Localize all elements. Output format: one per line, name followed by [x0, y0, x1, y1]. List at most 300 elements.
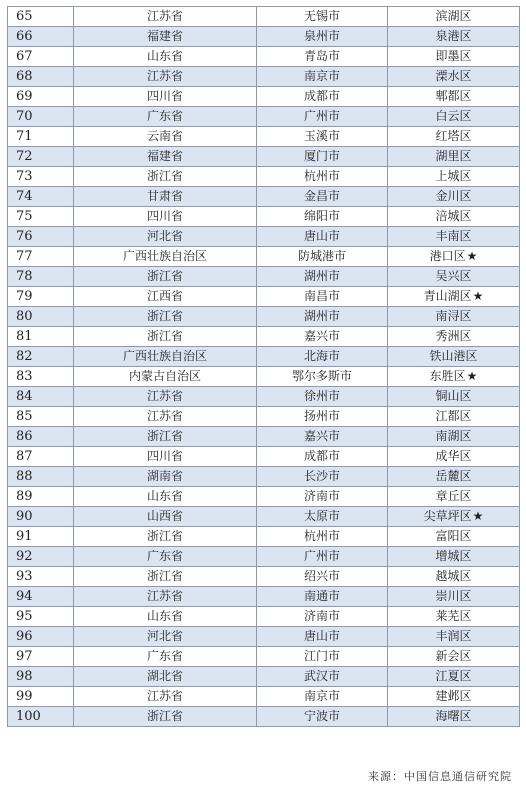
rank-cell: [8, 667, 74, 687]
district-cell: [388, 507, 520, 527]
city-cell-text: 嘉兴市: [303, 429, 340, 443]
city-cell-text: 绵阳市: [303, 209, 340, 223]
city-cell-text: 徐州市: [303, 389, 340, 403]
province-cell: [74, 87, 257, 107]
rank-cell: [8, 547, 74, 567]
province-cell: [74, 327, 257, 347]
district-cell-text: 红塔区: [435, 129, 472, 143]
city-cell-text: 绍兴市: [303, 569, 340, 583]
rank-cell-text: 79: [16, 289, 33, 304]
province-cell: [74, 447, 257, 467]
table-row: [8, 387, 520, 407]
province-cell: [74, 627, 257, 647]
star-icon: ★: [466, 369, 478, 383]
city-cell: [257, 127, 388, 147]
district-cell: [388, 27, 520, 47]
province-cell-text: 江苏省: [146, 409, 183, 423]
city-cell-text: 济南市: [303, 609, 340, 623]
rank-cell: [8, 367, 74, 387]
rank-cell: [8, 247, 74, 267]
city-cell-text: 南昌市: [303, 289, 340, 303]
city-cell: [257, 167, 388, 187]
province-cell-text: 湖南省: [146, 469, 183, 483]
rank-cell: [8, 627, 74, 647]
rank-cell-text: 98: [16, 669, 33, 684]
table-row: [8, 187, 520, 207]
city-cell: [257, 27, 388, 47]
province-cell-text: 江苏省: [146, 589, 183, 603]
rank-cell: [8, 707, 74, 727]
rank-cell-text: 68: [16, 69, 33, 84]
table-row: [8, 527, 520, 547]
city-cell-text: 济南市: [303, 489, 340, 503]
rank-cell-text: 73: [16, 169, 33, 184]
city-cell: [257, 147, 388, 167]
province-cell-text: 内蒙古自治区: [128, 369, 201, 383]
district-cell-text: 湖里区: [435, 149, 472, 163]
rank-cell-text: 100: [16, 709, 41, 724]
district-cell-text: 新会区: [435, 649, 472, 663]
city-cell-text: 扬州市: [303, 409, 340, 423]
rank-cell-text: 87: [16, 449, 33, 464]
city-cell: [257, 507, 388, 527]
rank-cell: [8, 107, 74, 127]
rank-cell: [8, 287, 74, 307]
rank-cell-text: 80: [16, 309, 33, 324]
district-cell: [388, 247, 520, 267]
district-cell: [388, 367, 520, 387]
table-row: [8, 547, 520, 567]
city-cell-text: 湖州市: [303, 269, 340, 283]
city-cell: [257, 447, 388, 467]
table-row: [8, 347, 520, 367]
city-cell: [257, 647, 388, 667]
district-cell: [388, 487, 520, 507]
table-row: [8, 67, 520, 87]
rank-cell-text: 90: [16, 509, 33, 524]
district-cell: [388, 227, 520, 247]
rank-cell-text: 92: [16, 549, 33, 564]
district-cell-text: 即墨区: [435, 49, 472, 63]
district-cell-text: 白云区: [435, 109, 472, 123]
province-cell-text: 浙江省: [146, 709, 183, 723]
table-row: [8, 407, 520, 427]
district-cell-text: 东胜区: [429, 369, 466, 383]
district-cell: [388, 67, 520, 87]
district-cell: [388, 427, 520, 447]
rank-cell-text: 93: [16, 569, 33, 584]
province-cell: [74, 207, 257, 227]
city-cell-text: 金昌市: [303, 189, 340, 203]
province-cell-text: 四川省: [146, 89, 183, 103]
district-cell-text: 金川区: [435, 189, 472, 203]
ranking-table-container: [7, 6, 519, 727]
district-cell: [388, 127, 520, 147]
district-cell-text: 青山湖区: [423, 289, 472, 303]
province-cell: [74, 507, 257, 527]
province-cell: [74, 347, 257, 367]
city-cell: [257, 367, 388, 387]
province-cell-text: 浙江省: [146, 569, 183, 583]
city-cell: [257, 607, 388, 627]
city-cell-text: 成都市: [303, 449, 340, 463]
rank-cell-text: 75: [16, 209, 33, 224]
province-cell-text: 浙江省: [146, 329, 183, 343]
table-row: [8, 647, 520, 667]
rank-cell: [8, 387, 74, 407]
district-cell-text: 莱芜区: [435, 609, 472, 623]
city-cell: [257, 7, 388, 27]
table-row: [8, 467, 520, 487]
rank-cell: [8, 587, 74, 607]
province-cell: [74, 667, 257, 687]
district-cell: [388, 467, 520, 487]
city-cell-text: 长沙市: [303, 469, 340, 483]
city-cell-text: 唐山市: [303, 629, 340, 643]
district-cell-text: 丰润区: [435, 629, 472, 643]
table-row: [8, 287, 520, 307]
city-cell: [257, 107, 388, 127]
rank-cell-text: 95: [16, 609, 33, 624]
district-cell-text: 江夏区: [435, 669, 472, 683]
district-cell: [388, 407, 520, 427]
city-cell-text: 成都市: [303, 89, 340, 103]
city-cell: [257, 227, 388, 247]
rank-cell: [8, 47, 74, 67]
province-cell-text: 浙江省: [146, 529, 183, 543]
table-row: [8, 327, 520, 347]
rank-cell-text: 91: [16, 529, 33, 544]
table-row: [8, 227, 520, 247]
district-cell: [388, 107, 520, 127]
city-cell: [257, 287, 388, 307]
district-cell-text: 章丘区: [435, 489, 472, 503]
rank-cell-text: 76: [16, 229, 33, 244]
city-cell: [257, 347, 388, 367]
district-cell: [388, 7, 520, 27]
table-row: [8, 47, 520, 67]
city-cell: [257, 187, 388, 207]
city-cell: [257, 527, 388, 547]
rank-cell-text: 88: [16, 469, 33, 484]
district-cell-text: 建邺区: [435, 689, 472, 703]
province-cell: [74, 487, 257, 507]
star-icon: ★: [466, 249, 478, 263]
district-cell: [388, 547, 520, 567]
star-icon: ★: [472, 289, 484, 303]
province-cell: [74, 147, 257, 167]
rank-cell: [8, 27, 74, 47]
city-cell-text: 广州市: [303, 109, 340, 123]
city-cell: [257, 427, 388, 447]
district-cell-text: 铜山区: [435, 389, 472, 403]
district-cell: [388, 687, 520, 707]
province-cell: [74, 707, 257, 727]
rank-cell-text: 70: [16, 109, 33, 124]
city-cell-text: 南京市: [303, 689, 340, 703]
province-cell-text: 浙江省: [146, 269, 183, 283]
province-cell-text: 江西省: [146, 289, 183, 303]
rank-cell-text: 89: [16, 489, 33, 504]
rank-cell: [8, 447, 74, 467]
city-cell-text: 唐山市: [303, 229, 340, 243]
district-cell-text: 崇川区: [435, 589, 472, 603]
rank-cell-text: 72: [16, 149, 33, 164]
rank-cell: [8, 167, 74, 187]
province-cell: [74, 247, 257, 267]
table-row: [8, 607, 520, 627]
province-cell-text: 福建省: [146, 29, 183, 43]
table-row: [8, 367, 520, 387]
district-cell: [388, 627, 520, 647]
rank-cell: [8, 647, 74, 667]
rank-cell: [8, 347, 74, 367]
district-cell-text: 成华区: [435, 449, 472, 463]
city-cell: [257, 207, 388, 227]
table-row: [8, 667, 520, 687]
city-cell: [257, 67, 388, 87]
table-row: [8, 507, 520, 527]
province-cell-text: 广东省: [146, 109, 183, 123]
city-cell-text: 江门市: [303, 649, 340, 663]
city-cell-text: 厦门市: [303, 149, 340, 163]
district-cell: [388, 587, 520, 607]
district-cell: [388, 647, 520, 667]
district-cell-text: 泉港区: [435, 29, 472, 43]
rank-cell-text: 86: [16, 429, 33, 444]
table-row: [8, 707, 520, 727]
province-cell: [74, 467, 257, 487]
province-cell: [74, 567, 257, 587]
ranking-table: [7, 6, 520, 727]
province-cell: [74, 427, 257, 447]
province-cell: [74, 647, 257, 667]
table-row: [8, 147, 520, 167]
rank-cell: [8, 607, 74, 627]
district-cell: [388, 207, 520, 227]
province-cell: [74, 227, 257, 247]
district-cell-text: 丰南区: [435, 229, 472, 243]
city-cell: [257, 247, 388, 267]
rank-cell-text: 65: [16, 9, 33, 24]
city-cell-text: 防城港市: [297, 249, 346, 263]
rank-cell-text: 74: [16, 189, 33, 204]
table-row: [8, 247, 520, 267]
district-cell-text: 秀洲区: [435, 329, 472, 343]
province-cell: [74, 607, 257, 627]
city-cell: [257, 387, 388, 407]
district-cell-text: 越城区: [435, 569, 472, 583]
province-cell: [74, 287, 257, 307]
province-cell-text: 江苏省: [146, 689, 183, 703]
province-cell: [74, 47, 257, 67]
table-row: [8, 627, 520, 647]
province-cell: [74, 687, 257, 707]
city-cell-text: 嘉兴市: [303, 329, 340, 343]
district-cell-text: 郫都区: [435, 89, 472, 103]
province-cell-text: 云南省: [146, 129, 183, 143]
province-cell: [74, 167, 257, 187]
rank-cell-text: 82: [16, 349, 33, 364]
province-cell: [74, 107, 257, 127]
rank-cell-text: 67: [16, 49, 33, 64]
province-cell-text: 广东省: [146, 649, 183, 663]
city-cell-text: 玉溪市: [303, 129, 340, 143]
ranking-table-body: [8, 7, 520, 727]
rank-cell-text: 81: [16, 329, 33, 344]
province-cell-text: 湖北省: [146, 669, 183, 683]
province-cell: [74, 387, 257, 407]
table-row: [8, 487, 520, 507]
rank-cell: [8, 407, 74, 427]
rank-cell-text: 96: [16, 629, 33, 644]
district-cell: [388, 287, 520, 307]
table-row: [8, 427, 520, 447]
rank-cell-text: 69: [16, 89, 33, 104]
rank-cell-text: 78: [16, 269, 33, 284]
city-cell-text: 鄂尔多斯市: [291, 369, 352, 383]
district-cell-text: 增城区: [435, 549, 472, 563]
district-cell-text: 铁山港区: [429, 349, 478, 363]
rank-cell: [8, 147, 74, 167]
table-row: [8, 207, 520, 227]
province-cell-text: 江苏省: [146, 9, 183, 23]
district-cell-text: 溧水区: [435, 69, 472, 83]
table-row: [8, 447, 520, 467]
city-cell: [257, 547, 388, 567]
city-cell-text: 北海市: [303, 349, 340, 363]
city-cell: [257, 267, 388, 287]
province-cell: [74, 187, 257, 207]
district-cell: [388, 707, 520, 727]
rank-cell: [8, 187, 74, 207]
rank-cell: [8, 567, 74, 587]
rank-cell: [8, 267, 74, 287]
city-cell-text: 广州市: [303, 549, 340, 563]
city-cell: [257, 627, 388, 647]
district-cell-text: 海曙区: [435, 709, 472, 723]
province-cell-text: 江苏省: [146, 69, 183, 83]
district-cell: [388, 327, 520, 347]
table-row: [8, 567, 520, 587]
province-cell-text: 福建省: [146, 149, 183, 163]
province-cell-text: 浙江省: [146, 429, 183, 443]
province-cell: [74, 27, 257, 47]
table-row: [8, 87, 520, 107]
district-cell-text: 南湖区: [435, 429, 472, 443]
city-cell-text: 宁波市: [303, 709, 340, 723]
city-cell: [257, 487, 388, 507]
star-icon: ★: [472, 509, 484, 523]
province-cell: [74, 127, 257, 147]
province-cell-text: 广西壮族自治区: [122, 249, 207, 263]
district-cell: [388, 47, 520, 67]
rank-cell-text: 66: [16, 29, 33, 44]
table-row: [8, 107, 520, 127]
rank-cell-text: 71: [16, 129, 33, 144]
city-cell-text: 武汉市: [303, 669, 340, 683]
rank-cell: [8, 87, 74, 107]
table-row: [8, 307, 520, 327]
district-cell: [388, 447, 520, 467]
rank-cell-text: 94: [16, 589, 33, 604]
district-cell-text: 港口区: [429, 249, 466, 263]
district-cell: [388, 347, 520, 367]
province-cell-text: 山东省: [146, 489, 183, 503]
province-cell: [74, 407, 257, 427]
province-cell: [74, 527, 257, 547]
city-cell: [257, 567, 388, 587]
province-cell-text: 四川省: [146, 449, 183, 463]
rank-cell: [8, 427, 74, 447]
rank-cell-text: 99: [16, 689, 33, 704]
city-cell: [257, 687, 388, 707]
province-cell-text: 浙江省: [146, 169, 183, 183]
city-cell: [257, 467, 388, 487]
district-cell: [388, 167, 520, 187]
rank-cell: [8, 207, 74, 227]
city-cell-text: 杭州市: [303, 529, 340, 543]
table-row: [8, 687, 520, 707]
district-cell: [388, 87, 520, 107]
district-cell-text: 南浔区: [435, 309, 472, 323]
rank-cell-text: 84: [16, 389, 33, 404]
city-cell-text: 无锡市: [303, 9, 340, 23]
city-cell-text: 青岛市: [303, 49, 340, 63]
rank-cell-text: 83: [16, 369, 33, 384]
rank-cell-text: 85: [16, 409, 33, 424]
district-cell-text: 江都区: [435, 409, 472, 423]
district-cell-text: 滨湖区: [435, 9, 472, 23]
district-cell: [388, 307, 520, 327]
rank-cell: [8, 7, 74, 27]
city-cell-text: 泉州市: [303, 29, 340, 43]
city-cell: [257, 707, 388, 727]
rank-cell-text: 77: [16, 249, 33, 264]
province-cell: [74, 307, 257, 327]
rank-cell: [8, 227, 74, 247]
province-cell-text: 山西省: [146, 509, 183, 523]
city-cell: [257, 587, 388, 607]
province-cell: [74, 7, 257, 27]
city-cell-text: 杭州市: [303, 169, 340, 183]
rank-cell-text: 97: [16, 649, 33, 664]
city-cell-text: 南京市: [303, 69, 340, 83]
province-cell-text: 广东省: [146, 549, 183, 563]
district-cell: [388, 147, 520, 167]
district-cell-text: 尖草坪区: [423, 509, 472, 523]
rank-cell: [8, 127, 74, 147]
province-cell: [74, 67, 257, 87]
city-cell-text: 湖州市: [303, 309, 340, 323]
district-cell: [388, 527, 520, 547]
city-cell-text: 南通市: [303, 589, 340, 603]
rank-cell: [8, 307, 74, 327]
table-row: [8, 7, 520, 27]
city-cell-text: 太原市: [303, 509, 340, 523]
table-row: [8, 587, 520, 607]
city-cell: [257, 327, 388, 347]
city-cell: [257, 87, 388, 107]
province-cell: [74, 587, 257, 607]
city-cell: [257, 307, 388, 327]
district-cell: [388, 607, 520, 627]
province-cell: [74, 267, 257, 287]
province-cell: [74, 367, 257, 387]
province-cell-text: 河北省: [146, 629, 183, 643]
city-cell: [257, 47, 388, 67]
table-row: [8, 167, 520, 187]
